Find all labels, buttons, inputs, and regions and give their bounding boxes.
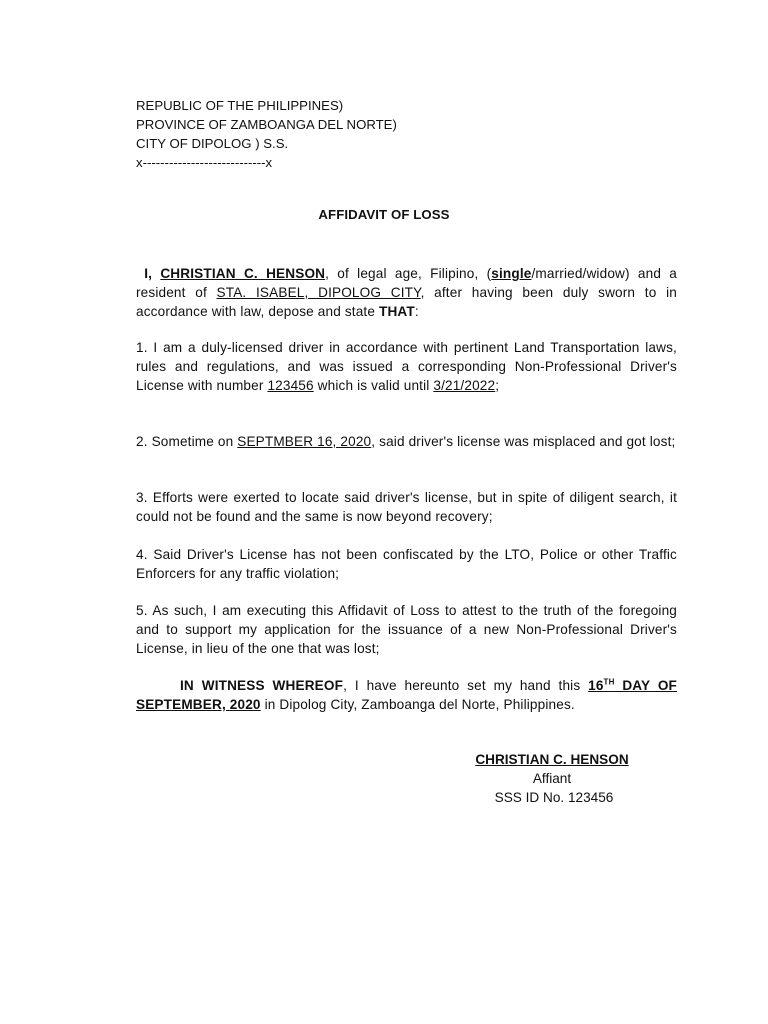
intro-mid2: , after having been duly sworn to in accordance with law, depose and state bbox=[136, 285, 677, 319]
valid-until-date: 3/21/2022 bbox=[433, 378, 496, 393]
witness-day-number: 16 bbox=[588, 678, 604, 693]
item-1-text: 1. I am a duly-licensed driver in accordance with pertinent Land Transportation laws, rules and regulations, and was issued a corresponding Non-Professional Driver's License with number bbox=[136, 340, 677, 393]
venue-city: CITY OF DIPOLOG ) S.S. bbox=[136, 136, 289, 151]
item-3: 3. Efforts were exerted to locate said driver's license, but in spite of diligent search, it could not be found and the same is now beyond recovery; bbox=[136, 490, 677, 524]
witness-paragraph bbox=[136, 676, 677, 714]
witness-day-rest: DAY OF SEPTEMBER, 2020 bbox=[136, 678, 677, 712]
item-1-mid: which is valid until bbox=[313, 378, 434, 393]
affiant-name: CHRISTIAN C. HENSON bbox=[160, 266, 326, 281]
witness-end: in Dipolog City, Zamboanga del Norte, Philippines. bbox=[260, 697, 575, 712]
signature-block bbox=[440, 750, 664, 807]
signatory-role: Affiant bbox=[532, 771, 572, 786]
loss-date: SEPTMBER 16, 2020 bbox=[237, 434, 372, 449]
item-2-text: 2. Sometime on bbox=[136, 434, 238, 449]
intro-pre: I, bbox=[144, 266, 161, 281]
item-5: 5. As such, I am executing this Affidavit of Loss to attest to the truth of the foregoing and to support my application for the issuance of a new Non-Professional Driver's License, in lieu of the one that was lost; bbox=[136, 603, 677, 656]
venue-province: PROVINCE OF ZAMBOANGA DEL NORTE) bbox=[136, 117, 397, 132]
witness-day-suffix: TH bbox=[603, 677, 615, 687]
item-1 bbox=[136, 338, 677, 395]
item-2 bbox=[136, 432, 677, 451]
witness-lead: IN WITNESS WHEREOF bbox=[180, 678, 344, 693]
residence: STA. ISABEL, DIPOLOG CITY bbox=[216, 285, 421, 300]
intro-that: THAT bbox=[379, 304, 415, 319]
intro-paragraph bbox=[136, 264, 677, 321]
item-4: 4. Said Driver's License has not been confiscated by the LTO, Police or other Traffic Enforcers for any traffic violation; bbox=[136, 547, 677, 581]
venue-block bbox=[136, 96, 397, 172]
signatory-name: CHRISTIAN C. HENSON bbox=[475, 752, 629, 767]
witness-mid: , I have hereunto set my hand this bbox=[343, 678, 589, 693]
venue-separator: x----------------------------x bbox=[136, 155, 273, 170]
document-title: AFFIDAVIT OF LOSS bbox=[318, 207, 450, 222]
item-2-rest: , said driver's license was misplaced and got lost; bbox=[371, 434, 676, 449]
intro-mid1: , of legal age, Filipino, ( bbox=[325, 266, 492, 281]
venue-republic: REPUBLIC OF THE PHILIPPINES) bbox=[136, 98, 344, 113]
intro-end: : bbox=[414, 304, 419, 319]
item-1-end: ; bbox=[495, 378, 500, 393]
license-number: 123456 bbox=[267, 378, 314, 393]
signatory-id: SSS ID No. 123456 bbox=[494, 790, 614, 805]
civil-status: single bbox=[491, 266, 532, 281]
intro-status-rest: /married/widow) and a resident of bbox=[136, 266, 677, 300]
